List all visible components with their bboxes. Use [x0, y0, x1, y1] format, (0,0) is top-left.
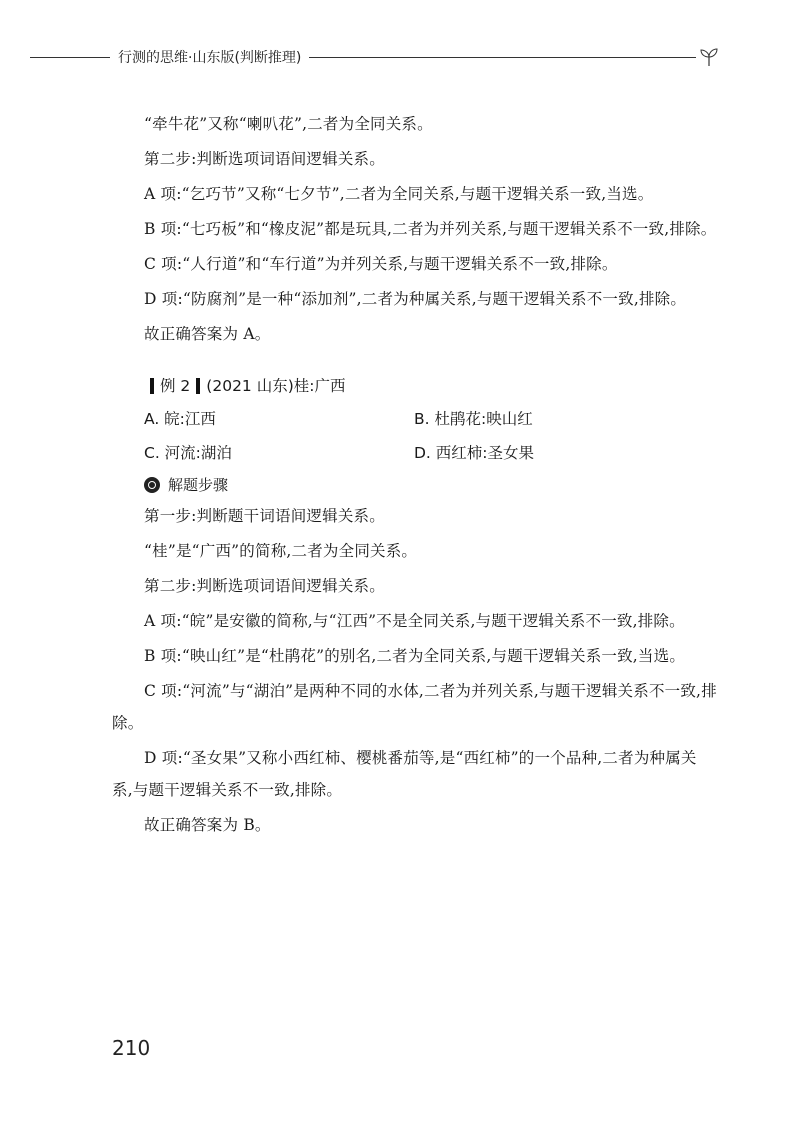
- example-bar-right: [196, 378, 200, 394]
- page-header: [30, 44, 720, 70]
- steps-heading: [112, 470, 717, 500]
- option-a: A. 皖:江西: [144, 410, 216, 428]
- header-title: 行测的思维·山东版(判断推理): [118, 50, 302, 66]
- paragraph: B 项:“映山红”是“杜鹃花”的别名,二者为全同关系,与题干逻辑关系一致,当选。: [144, 647, 686, 665]
- option-b: B. 杜鹃花:映山红: [414, 410, 533, 428]
- steps-title: 解题步骤: [168, 476, 229, 494]
- paragraph: D 项:“防腐剂”是一种“添加剂”,二者为种属关系,与题干逻辑关系不一致,排除。: [144, 290, 687, 308]
- paragraph: “牵牛花”又称“喇叭花”,二者为全同关系。: [144, 115, 433, 133]
- example-heading: [112, 370, 717, 402]
- header-rule-left: [30, 57, 110, 58]
- paragraph: A 项:“乞巧节”又称“七夕节”,二者为全同关系,与题干逻辑关系一致,当选。: [144, 185, 654, 203]
- example-question: (2021 山东)桂:广西: [206, 377, 346, 395]
- paragraph: 故正确答案为 B。: [144, 816, 271, 834]
- paragraph: 故正确答案为 A。: [144, 325, 271, 343]
- example-label: 例 2: [160, 377, 191, 395]
- header-rule-right: [309, 57, 696, 58]
- paragraph: 第二步:判断选项词语间逻辑关系。: [144, 577, 385, 595]
- page-number: 210: [112, 1036, 151, 1060]
- paragraph: D 项:“圣女果”又称小西红柿、樱桃番茄等,是“西红柿”的一个品种,二者为种属关系,与题干逻辑关系不一致,排除。: [112, 749, 697, 799]
- options-grid: [112, 402, 717, 470]
- page-content: [112, 108, 717, 844]
- paragraph: C 项:“人行道”和“车行道”为并列关系,与题干逻辑关系不一致,排除。: [144, 255, 618, 273]
- option-c: C. 河流:湖泊: [144, 444, 232, 462]
- example-bar-left: [150, 378, 154, 394]
- paragraph: A 项:“皖”是安徽的简称,与“江西”不是全同关系,与题干逻辑关系不一致,排除。: [144, 612, 685, 630]
- sprout-icon: [698, 46, 720, 68]
- paragraph: 第一步:判断题干词语间逻辑关系。: [144, 507, 385, 525]
- paragraph: “桂”是“广西”的简称,二者为全同关系。: [144, 542, 418, 560]
- paragraph: B 项:“七巧板”和“橡皮泥”都是玩具,二者为并列关系,与题干逻辑关系不一致,排除。: [144, 220, 717, 238]
- paragraph: C 项:“河流”与“湖泊”是两种不同的水体,二者为并列关系,与题干逻辑关系不一致,排除。: [112, 682, 717, 732]
- option-d: D. 西红柿:圣女果: [414, 444, 535, 462]
- paragraph: 第二步:判断选项词语间逻辑关系。: [144, 150, 385, 168]
- steps-icon: [144, 477, 160, 493]
